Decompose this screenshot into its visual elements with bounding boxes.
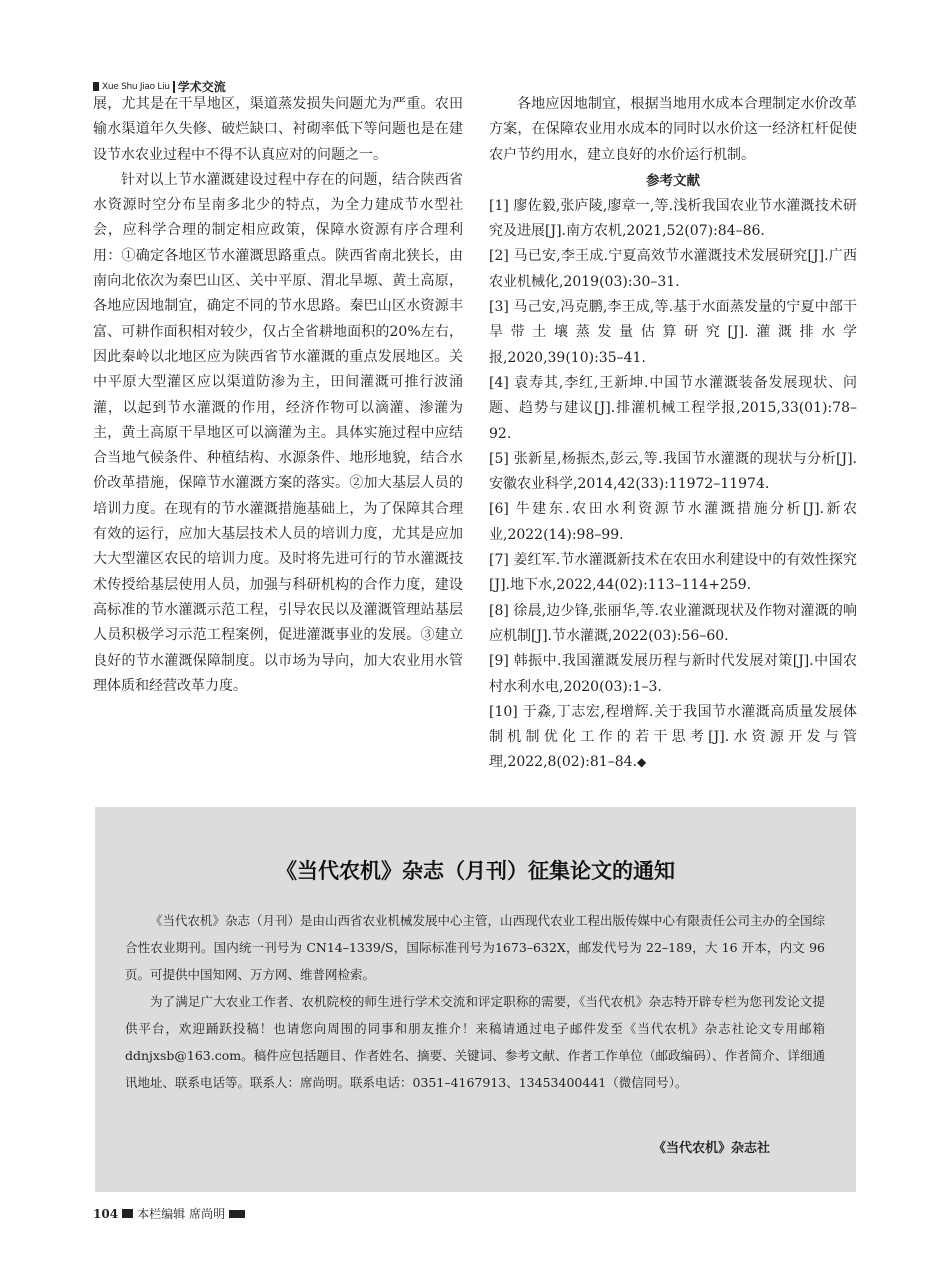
reference-item: [8] 徐晨,边少锋,张丽华,等.农业灌溉现状及作物对灌溉的响应机制[J].节水灌溉,2022(03):56–60. [489, 602, 857, 644]
notice-paragraph: 《当代农机》杂志（月刊）是由山西省农业机械发展中心主管，山西现代农业工程出版传媒中心有限责任公司主办的全国综合性农业期刊。国内统一刊号为 CN14–1339/S，国际标准刊号为1673–632X，邮发代号为 22–189，大 16 开本，内文 96 页。可提供中国知网、万方网、维普网检索。 [125, 913, 826, 982]
header-section-latin: Xue Shu Jiao Liu [102, 81, 170, 92]
reference-item: [10] 于淼,丁志宏,程增辉.关于我国节水灌溉高质量发展体制机制优化工作的若干思考[J].水资源开发与管理,2022,8(02):81–84. [489, 703, 857, 771]
header-square-mark [93, 82, 99, 91]
editor-name: 席尚明 [189, 1207, 226, 1221]
notice-paragraph: 为了满足广大农业工作者、农机院校的师生进行学术交流和评定职称的需要，《当代农机》杂志特开辟专栏为您刊发论文提供平台，欢迎踊跃投稿！也请您向周围的同事和朋友推介！来稿请通过电子邮件发至《当代农机》杂志社论文专用邮箱 ddnjxsb@163.com。稿件应包括题目、作者姓名、摘要、关键词、参考文献、作者工作单位（邮政编码）、作者简介、详细通讯地址、联系电话等。联系人：席尚明。联系电话：0351–4167913、13453400441（微信同号）。 [125, 994, 825, 1090]
reference-item: [6] 牛建东.农田水利资源节水灌溉措施分析[J].新农业,2022(14):98–99. [489, 501, 857, 543]
notice-signature: 《当代农机》杂志社 [652, 1141, 770, 1156]
footer-bar-mark [229, 1210, 245, 1218]
left-column [93, 92, 463, 699]
reference-item: [7] 姜红军.节水灌溉新技术在农田水利建设中的有效性探究[J].地下水,2022,44(02):113–114+259. [489, 552, 857, 594]
editor-label: 本栏编辑 [137, 1207, 186, 1221]
notice-title: 《当代农机》杂志（月刊）征集论文的通知 [276, 859, 675, 883]
reference-item: [5] 张新星,杨振杰,彭云,等.我国节水灌溉的现状与分析[J].安徽农业科学,2014,42(33):11972–11974. [489, 450, 857, 493]
end-diamond-icon: ◆ [636, 755, 647, 770]
reference-item: [9] 韩振中.我国灌溉发展历程与新时代发展对策[J].中国农村水利水电,2020(03):1–3. [489, 653, 857, 695]
footer-square-mark [122, 1209, 133, 1218]
page-number: 104 [93, 1206, 119, 1221]
right-column [489, 92, 857, 776]
reference-item: [1] 廖佐毅,张庐陵,廖章一,等.浅析我国农业节水灌溉技术研究及进展[J].南方农机,2021,52(07):84–86. [489, 197, 857, 240]
reference-item: [4] 袁寿其,李红,王新坤.中国节水灌溉装备发展现状、问题、趋势与建议[J].排灌机械工程学报,2015,33(01):78–92. [489, 374, 857, 442]
references-heading: 参考文献 [646, 172, 700, 189]
call-for-papers-box [95, 807, 856, 1192]
reference-item: [2] 马已安,李王成.宁夏高效节水灌溉技术发展研究[J].广西农业机械化,2019(03):30–31. [489, 248, 857, 290]
body-paragraph: 各地应因地制宜，根据当地用水成本合理制定水价改革方案，在保障农业用水成本的同时以水价这一经济杠杆促使农户节约用水，建立良好的水价运行机制。 [489, 96, 857, 163]
header-divider-bar [173, 81, 175, 93]
notice-body [125, 907, 825, 1096]
body-paragraph: 针对以上节水灌溉建设过程中存在的问题，结合陕西省水资源时空分布呈南多北少的特点，为全力建成节水型社会，应科学合理的制定相应政策，保障水资源有序合理利用：①确定各地区节水灌溉思路重点。陕西省南北狭长，由南向北依次为秦巴山区、关中平原、渭北旱塬、黄土高原，各地应因地制宜，确定不同的节水思路。秦巴山区水资源丰富、可耕作面积相对较少，仅占全省耕地面积的20%左右，因此秦岭以北地区应为陕西省节水灌溉的重点发展地区。关中平原大型灌区应以渠道防渗为主，田间灌溉可推行波涌灌，以起到节水灌溉的作用，经济作物可以滴灌、渗灌为主，黄土高原干旱地区可以滴灌为主。具体实施过程中应结合当地气候条件、种植结构、水源条件、地形地貌，结合水价改革措施，保障节水灌溉方案的落实。②加大基层人员的培训力度。在现有的节水灌溉措施基础上，为了保障其合理有效的运行，应加大基层技术人员的培训力度，尤其是应加大大型灌区农民的培训力度。及时将先进可行的节水灌溉技术传授给基层使用人员，加强与科研机构的合作力度，建设高标准的节水灌溉示范工程，引导农民以及灌溉管理站基层人员积极学习示范工程案例，促进灌溉事业的发展。③建立良好的节水灌溉保障制度。以市场为导向，加大农业用水管理体质和经营改革力度。 [93, 171, 463, 694]
body-paragraph: 展，尤其是在干旱地区，渠道蒸发损失问题尤为严重。农田输水渠道年久失修、破烂缺口、衬砌率低下等问题也是在建设节水农业过程中不得不认真应对的问题之一。 [93, 96, 463, 163]
reference-item: [3] 马己安,冯克鹏,李王成,等.基于水面蒸发量的宁夏中部干旱带土壤蒸发量估算研究[J].灌溉排水学报,2020,39(10):35–41. [489, 299, 857, 366]
reference-item-last [489, 700, 857, 776]
header-section-title: 学术交流 [177, 80, 226, 94]
page-footer [93, 1205, 245, 1222]
